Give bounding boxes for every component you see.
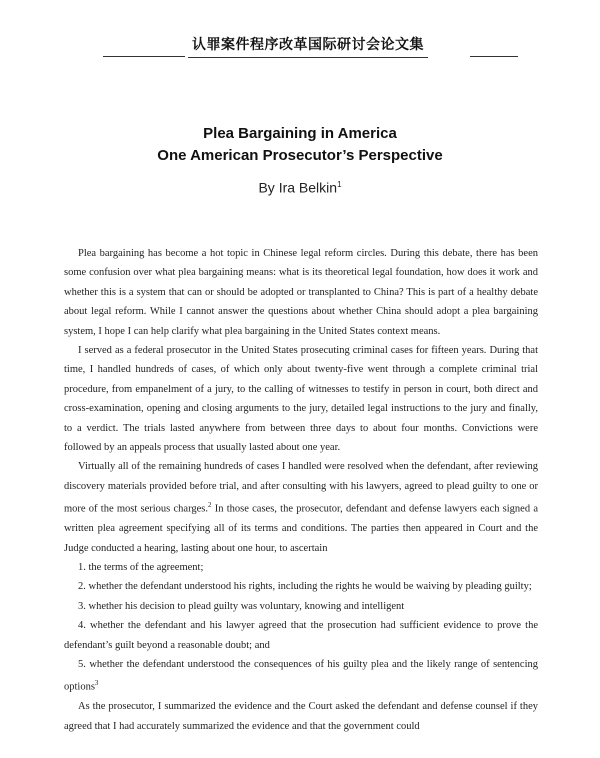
paragraph-experience: I served as a federal prosecutor in the United States prosecuting criminal cases for fifteen years. During that time, I handled hundreds of cases, of which only about twenty-five went through a complete criminal trial procedure, from empanelment of a jury, to the calling of witnesses to testify in person in court, both direct and cross-examination, opening and closing arguments to the jury, detailed legal instructions to the jury and finally, to a verdict. The trials lasted anywhere from between three days to about four months. Convictions were followed by an appeals process that usually lasted about one year.: [64, 345, 538, 454]
list-item-5: [64, 655, 538, 697]
list-item-4: 4. whether the defendant and his lawyer agreed that the prosecution had sufficient evidence to prove the defendant’s guilt beyond a reasonable doubt; and: [64, 620, 538, 651]
footnote-ref-1: 1: [337, 180, 342, 189]
running-head: [0, 34, 600, 60]
article-title-block: [0, 123, 600, 198]
footnote-ref-3: 3: [94, 679, 99, 688]
paragraph-plea-cases-text: Virtually all of the remaining hundreds of cases I handled were resolved when the defendant, after reviewing discovery materials provided before trial, and after consulting with his lawyers, agreed to plead guilty to one or more of the most serious charges.: [64, 461, 538, 515]
header-rule-left: [103, 56, 185, 57]
list-item-3: 3. whether his decision to plead guilty was voluntary, knowing and intelligent: [78, 600, 405, 612]
list-item-5-text: 5. whether the defendant understood the consequences of his guilty plea and the likely range of sentencing options: [64, 659, 538, 693]
article-body: [64, 244, 538, 736]
paragraph-plea-cases-text-cont: In those cases, the prosecutor, defendant and defense lawyers each signed a written plea agreement specifying all of its terms and conditions. The parties then appeared in Court and the Judge conducted a hearing, lasting about one hour, to ascertain: [64, 503, 538, 554]
list-item-1: 1. the terms of the agreement;: [78, 562, 204, 573]
paragraph-prosecutor: As the prosecutor, I summarized the evidence and the Court asked the defendant and defense counsel if they agreed that I had accurately summarized the evidence and that the government could: [64, 701, 538, 732]
author-byline: [0, 175, 600, 198]
footnote-ref-2: 2: [208, 501, 212, 510]
paragraph-plea-cases: [64, 457, 538, 558]
article-title-line-2: One American Prosecutor’s Perspective: [157, 147, 443, 164]
header-rule-right: [470, 56, 518, 57]
paragraph-intro: Plea bargaining has become a hot topic in Chinese legal reform circles. During this debate, there has been some confusion over what plea bargaining means: what is its theoretical legal foundation, how does it work and whether this is a system that can or should be adopted or transplanted to China? This is part of a healthy debate about legal reform. While I cannot answer the questions about whether China should adopt a plea bargaining system, I hope I can help clarify what plea bargaining in the United States context means.: [64, 248, 538, 337]
article-title-line-1: Plea Bargaining in America: [203, 125, 397, 142]
running-head-title: 认罪案件程序改革国际研讨会论文集: [188, 34, 428, 58]
list-item-2: 2. whether the defendant understood his rights, including the rights he would be waiving by pleading guilty;: [78, 581, 532, 593]
author-name: By Ira Belkin: [258, 179, 338, 196]
